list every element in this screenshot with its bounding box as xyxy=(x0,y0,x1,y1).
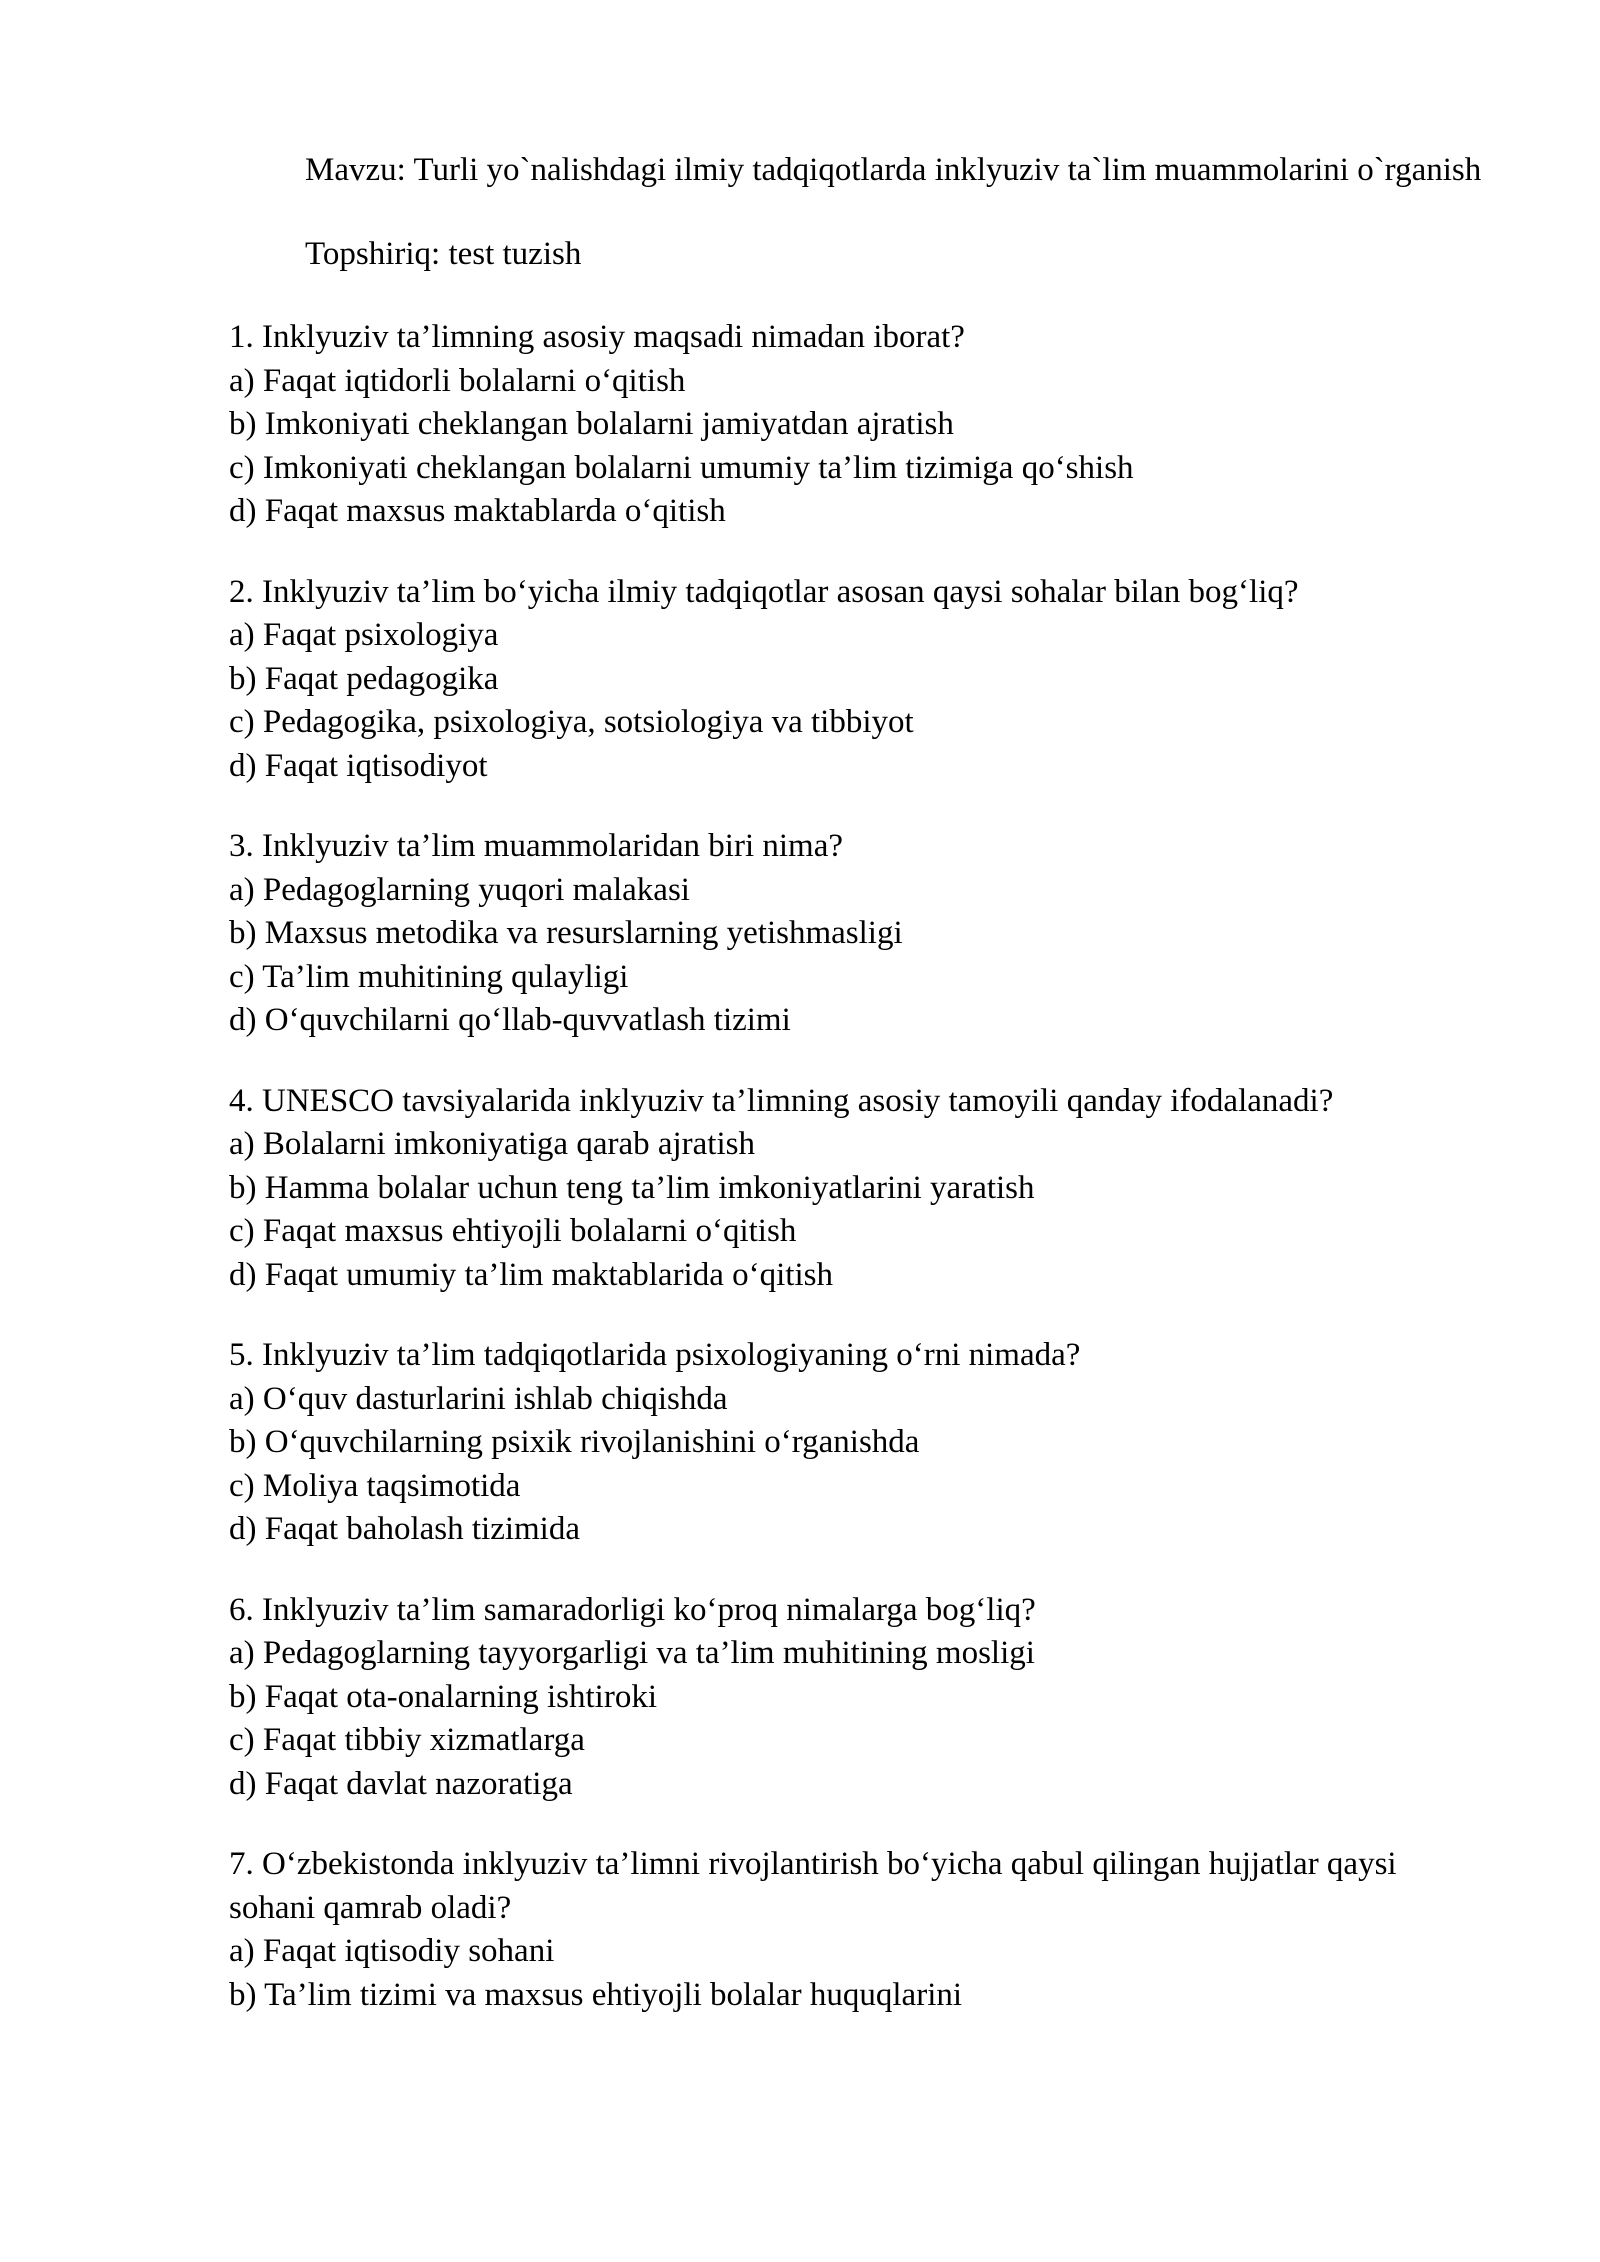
answer-option: a) Faqat iqtisodiy sohani xyxy=(229,1933,555,1969)
answer-option: a) Faqat iqtidorli bolalarni o‘qitish xyxy=(229,362,686,399)
document-page xyxy=(229,149,1487,2054)
answer-option: c) Faqat maxsus ehtiyojli bolalarni o‘qitish xyxy=(229,1213,797,1249)
question-text: 7. O‘zbekistonda inklyuziv ta’limni rivojlantirish bo‘yicha qabul qilingan hujjatlar qaysi sohani qamrab oladi? xyxy=(229,1846,1397,1926)
answer-option: d) Faqat baholash tizimida xyxy=(229,1511,580,1547)
question-item xyxy=(229,316,1487,534)
answer-option: a) O‘quv dasturlarini ishlab chiqishda xyxy=(229,1380,728,1417)
topic-heading: Mavzu: Turli yo`nalishdagi ilmiy tadqiqotlarda inklyuziv ta`lim muammolarini o`rganish xyxy=(305,152,1482,188)
answer-option: c) Moliya taqsimotida xyxy=(229,1467,521,1504)
question-item xyxy=(229,1589,1487,1807)
answer-option: c) Pedagogika, psixologiya, sotsiologiya va tibbiyot xyxy=(229,704,914,740)
answer-option: b) Imkoniyati cheklangan bolalarni jamiyatdan ajratish xyxy=(229,406,954,442)
answer-option: c) Imkoniyati cheklangan bolalarni umumiy ta’lim tizimiga qo‘shish xyxy=(229,449,1134,486)
task-heading: Topshiriq: test tuzish xyxy=(305,235,582,272)
answer-option: a) Pedagoglarning tayyorgarligi va ta’lim muhitining mosligi xyxy=(229,1635,1035,1671)
answer-option: a) Pedagoglarning yuqori malakasi xyxy=(229,871,690,908)
answer-option: c) Ta’lim muhitining qulayligi xyxy=(229,958,629,995)
question-text: 5. Inklyuziv ta’lim tadqiqotlarida psixologiyaning o‘rni nimada? xyxy=(229,1337,1081,1373)
question-text: 4. UNESCO tavsiyalarida inklyuziv ta’limning asosiy tamoyili qanday ifodalanadi? xyxy=(229,1082,1334,1119)
answer-option: a) Faqat psixologiya xyxy=(229,617,499,653)
question-item xyxy=(229,1334,1487,1552)
answer-option: d) O‘quvchilarni qo‘llab-quvvatlash tizimi xyxy=(229,1002,791,1038)
answer-option: b) Faqat ota-onalarning ishtiroki xyxy=(229,1678,657,1715)
answer-option: a) Bolalarni imkoniyatiga qarab ajratish xyxy=(229,1126,755,1162)
answer-option: b) O‘quvchilarning psixik rivojlanishini o‘rganishda xyxy=(229,1424,920,1460)
question-item xyxy=(229,1080,1487,1298)
question-text: 2. Inklyuziv ta’lim bo‘yicha ilmiy tadqiqotlar asosan qaysi sohalar bilan bog‘liq? xyxy=(229,573,1299,610)
question-text: 3. Inklyuziv ta’lim muammolaridan biri nima? xyxy=(229,828,844,864)
question-item xyxy=(229,1843,1487,2017)
question-text: 1. Inklyuziv ta’limning asosiy maqsadi nimadan iborat? xyxy=(229,319,965,355)
question-item xyxy=(229,571,1487,789)
question-list xyxy=(229,316,1487,2017)
answer-option: d) Faqat maxsus maktablarda o‘qitish xyxy=(229,493,726,529)
answer-option: b) Hamma bolalar uchun teng ta’lim imkoniyatlarini yaratish xyxy=(229,1169,1035,1206)
answer-option: c) Faqat tibbiy xizmatlarga xyxy=(229,1722,585,1758)
answer-option: d) Faqat iqtisodiyot xyxy=(229,747,488,784)
question-text: 6. Inklyuziv ta’lim samaradorligi ko‘proq nimalarga bog‘liq? xyxy=(229,1591,1036,1628)
answer-option: b) Faqat pedagogika xyxy=(229,660,499,697)
question-item xyxy=(229,825,1487,1043)
answer-option: b) Ta’lim tizimi va maxsus ehtiyojli bolalar huquqlarini xyxy=(229,1976,963,2013)
answer-option: d) Faqat umumiy ta’lim maktablarida o‘qitish xyxy=(229,1256,833,1293)
answer-option: b) Maxsus metodika va resurslarning yetishmasligi xyxy=(229,915,903,951)
answer-option: d) Faqat davlat nazoratiga xyxy=(229,1765,573,1802)
